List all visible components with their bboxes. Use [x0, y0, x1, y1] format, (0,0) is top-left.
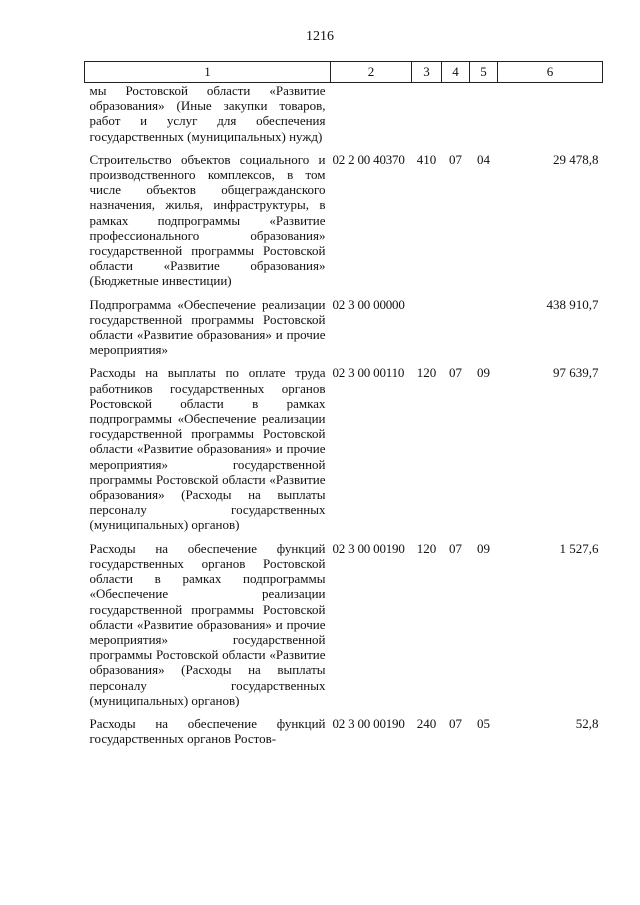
header-col-3: 3 — [412, 62, 442, 83]
row-col-3: 410 — [416, 151, 437, 167]
row-col-3: 120 — [416, 540, 437, 556]
row-code: 02 3 00 00190 — [332, 540, 405, 556]
table-row — [85, 716, 603, 754]
row-amount — [498, 83, 603, 152]
row-col-4 — [442, 83, 470, 152]
header-col-2: 2 — [331, 62, 412, 83]
header-row — [85, 62, 603, 83]
budget-table — [84, 61, 603, 754]
row-code — [331, 83, 412, 152]
row-col-4: 07 — [449, 715, 462, 731]
row-description: Подпрограмма «Обеспечение реализации государственной программы Ростовской области «Развитие образования» и прочие мероприятия» — [89, 296, 326, 358]
row-description: Строительство объектов социального и производственного комплексов, в том числе объектов общегражданского назначения, жилья, инфраструктуры, в рамках подпрограммы «Развитие профессионального образования» государственной программы Ростовской области «Развитие образования» (Бюджетные инвестиции) — [89, 151, 326, 289]
row-description: Расходы на обеспечение функций государственных органов Ростов- — [89, 715, 326, 747]
row-col-5: 05 — [477, 715, 490, 731]
row-col-3 — [412, 83, 442, 152]
row-col-3: 120 — [416, 365, 437, 381]
row-col-5: 09 — [477, 365, 490, 381]
table-row — [85, 83, 603, 152]
row-code: 02 3 00 00190 — [332, 715, 405, 731]
row-code: 02 2 00 40370 — [332, 151, 405, 167]
row-amount: 29 478,8 — [553, 151, 599, 167]
row-col-4: 07 — [449, 365, 462, 381]
header-col-1: 1 — [85, 62, 331, 83]
table-row — [85, 152, 603, 297]
row-col-5: 09 — [477, 540, 490, 556]
row-col-4: 07 — [449, 540, 462, 556]
row-col-4: 07 — [449, 151, 462, 167]
row-col-3 — [412, 297, 442, 366]
row-col-5 — [470, 297, 498, 366]
row-code: 02 3 00 00110 — [332, 365, 405, 381]
header-col-5: 5 — [470, 62, 498, 83]
row-amount: 438 910,7 — [546, 296, 599, 312]
header-col-6: 6 — [498, 62, 603, 83]
table-row — [85, 365, 603, 540]
row-code: 02 3 00 00000 — [332, 296, 405, 312]
row-col-4 — [442, 297, 470, 366]
row-col-5: 04 — [477, 151, 490, 167]
row-amount: 1 527,6 — [559, 540, 599, 556]
row-description: Расходы на выплаты по оплате труда работников государственных органов Ростовской области в рамках подпрограммы «Обеспечение реализации государственной программы Ростовской области «Развитие образования» и прочие мероприятия» государственной программы Ростовской области «Развитие образования» (Расходы на выплаты персоналу государственных (муниципальных) органов) — [89, 365, 326, 533]
header-col-4: 4 — [442, 62, 470, 83]
row-col-3: 240 — [416, 715, 437, 731]
row-amount: 52,8 — [575, 715, 599, 731]
row-amount: 97 639,7 — [553, 365, 599, 381]
row-description: Расходы на обеспечение функций государственных органов Ростовской области в рамках подпрограммы «Обеспечение реализации государственной программы Ростовской области «Развитие образования» и прочие мероприятия» государственной программы Ростовской области «Развитие образования» (Расходы на выплаты персоналу государственных (муниципальных) органов) — [89, 540, 326, 708]
page-number: 1216 — [306, 29, 334, 44]
row-description: мы Ростовской области «Развитие образования» (Иные закупки товаров, работ и услуг для обеспечения государственных (муниципальных) нужд) — [89, 83, 326, 144]
table-row — [85, 541, 603, 716]
table-row — [85, 297, 603, 366]
row-col-5 — [470, 83, 498, 152]
